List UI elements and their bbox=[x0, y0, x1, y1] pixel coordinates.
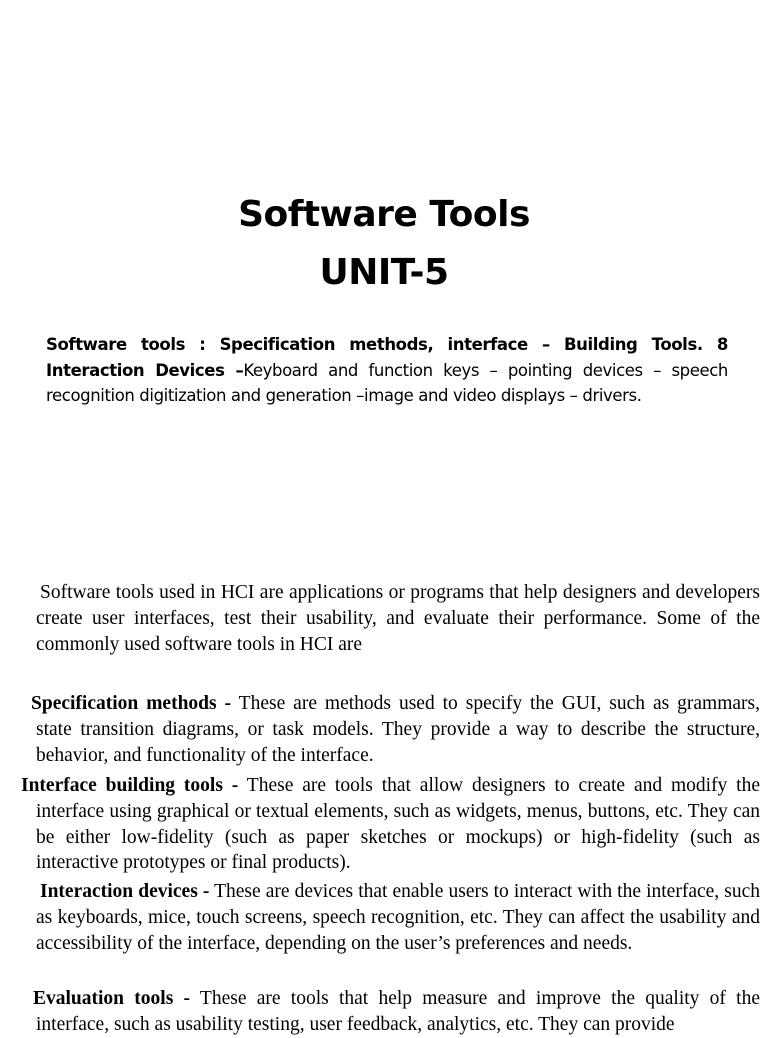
item-term: Interface building tools - bbox=[21, 775, 239, 796]
item-term: Evaluation tools - bbox=[33, 988, 191, 1009]
list-item-interaction-devices bbox=[36, 879, 760, 956]
item-term: Interaction devices - bbox=[40, 881, 210, 902]
item-description: These are devices that enable users to interact with the interface, such as keyboards, mice, touch screens, speech recognition, etc. They can affect the usability and accessibility of the interface, depending on the user’s preferences and needs. bbox=[36, 881, 760, 954]
item-description: These are tools that help measure and improve the quality of the interface, such as usability testing, user feedback, analytics, etc. They can provide bbox=[36, 988, 760, 1035]
syllabus-bold-text: Software tools : Specification methods, interface – Building Tools. 8 Interaction Devices – bbox=[46, 335, 728, 380]
list-item-interface-building-tools bbox=[21, 773, 760, 876]
list-item-specification-methods bbox=[31, 691, 760, 768]
syllabus-summary bbox=[46, 332, 728, 409]
unit-label: UNIT-5 bbox=[319, 252, 449, 293]
item-term: Specification methods - bbox=[31, 693, 232, 714]
syllabus-text: Keyboard and function keys – pointing devices – speech recognition digitization and generation –image and video displays – drivers. bbox=[46, 360, 728, 405]
page-title: Software Tools bbox=[238, 194, 530, 235]
intro-paragraph: Software tools used in HCI are applications or programs that help designers and developers create user interfaces, test their usability, and evaluate their performance. Some of the commonly used software tools in HCI are bbox=[36, 582, 760, 655]
item-description: These are methods used to specify the GUI, such as grammars, state transition diagrams, or task models. They provide a way to describe the structure, behavior, and functionality of the interface. bbox=[36, 693, 760, 766]
item-description: These are tools that allow designers to create and modify the interface using graphical or textual elements, such as widgets, menus, buttons, etc. They can be either low-fidelity (such as paper sketches or mockups) or high-fidelity (such as interactive prototypes or final products). bbox=[36, 775, 760, 874]
list-item-evaluation-tools bbox=[33, 986, 760, 1038]
